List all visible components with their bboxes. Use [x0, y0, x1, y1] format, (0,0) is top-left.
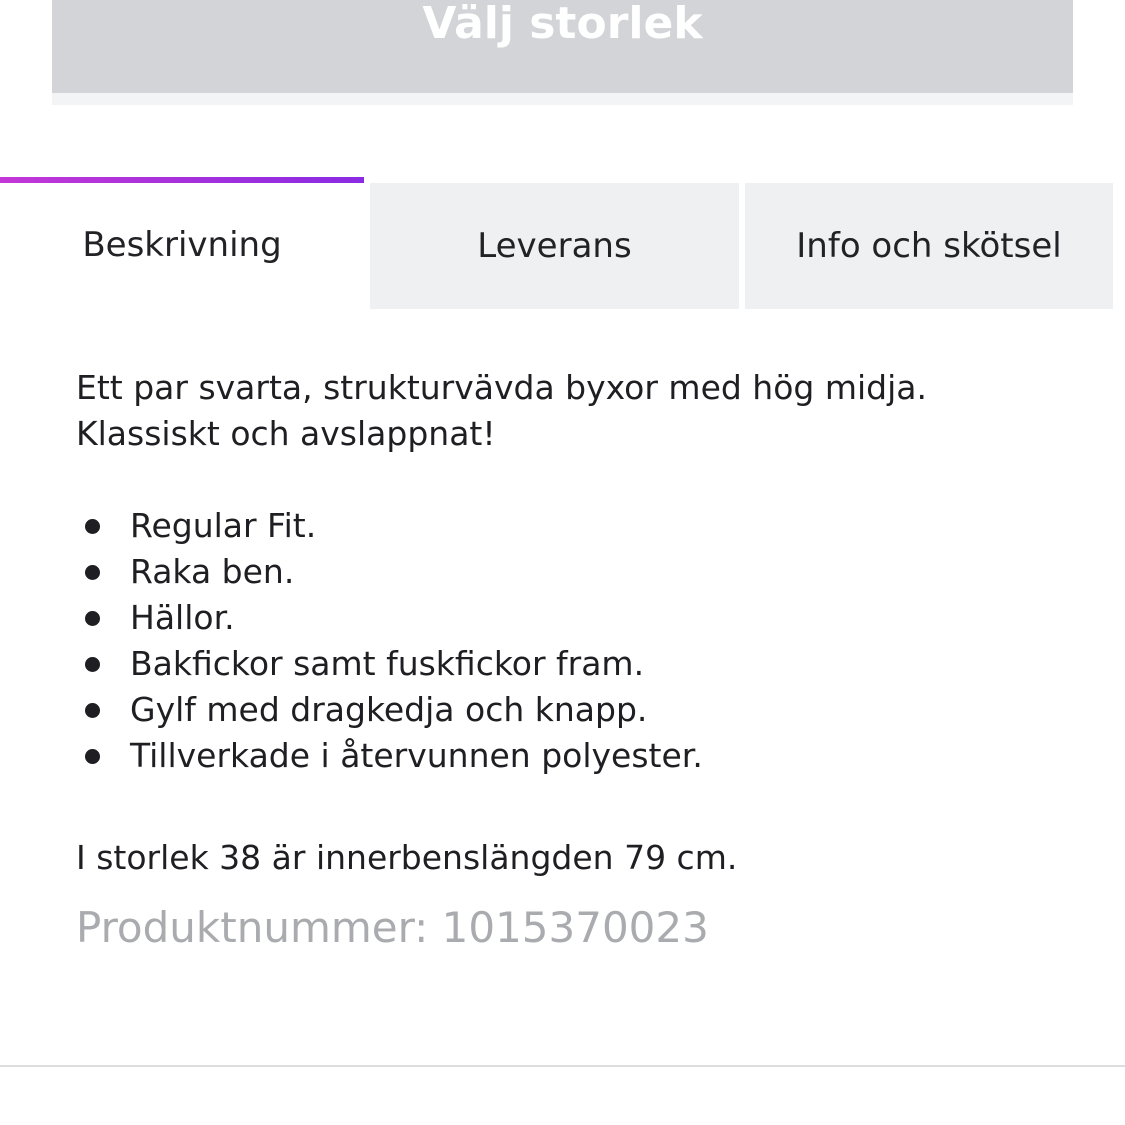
tab-info-care[interactable] [745, 183, 1113, 309]
list-item [76, 503, 1076, 549]
bullet-icon [85, 565, 100, 580]
bullet-icon [85, 611, 100, 626]
tab-description-label: Beskrivning [82, 225, 282, 265]
tab-description[interactable] [0, 177, 364, 309]
description-intro [76, 365, 1076, 457]
list-item [76, 595, 1076, 641]
description-content [76, 365, 1076, 951]
product-number: Produktnummer: 1015370023 [76, 903, 709, 952]
product-info-tabs [0, 177, 1125, 310]
bullet-icon [85, 657, 100, 672]
size-button-shadow [52, 93, 1073, 105]
feature-text: Hällor. [130, 598, 235, 637]
feature-text: Gylf med dragkedja och knapp. [130, 690, 648, 729]
active-tab-indicator [0, 177, 364, 183]
feature-text: Regular Fit. [130, 506, 317, 545]
tab-info-care-label: Info och skötsel [796, 226, 1062, 266]
feature-text: Tillverkade i återvunnen polyester. [130, 736, 703, 775]
select-size-button[interactable]: Välj storlek [52, 0, 1073, 93]
section-divider [0, 1065, 1125, 1067]
tab-delivery-label: Leverans [477, 226, 632, 266]
feature-text: Bakfickor samt fuskfickor fram. [130, 644, 645, 683]
list-item [76, 687, 1076, 733]
feature-list [76, 503, 1076, 779]
intro-line-1: Ett par svarta, strukturvävda byxor med hög midja. [76, 368, 927, 407]
feature-text: Raka ben. [130, 552, 295, 591]
tab-delivery[interactable] [370, 183, 739, 309]
list-item [76, 733, 1076, 779]
list-item [76, 641, 1076, 687]
bullet-icon [85, 703, 100, 718]
inseam-info: I storlek 38 är innerbenslängden 79 cm. [76, 838, 738, 877]
intro-line-2: Klassiskt och avslappnat! [76, 414, 496, 453]
bullet-icon [85, 519, 100, 534]
bullet-icon [85, 749, 100, 764]
list-item [76, 549, 1076, 595]
